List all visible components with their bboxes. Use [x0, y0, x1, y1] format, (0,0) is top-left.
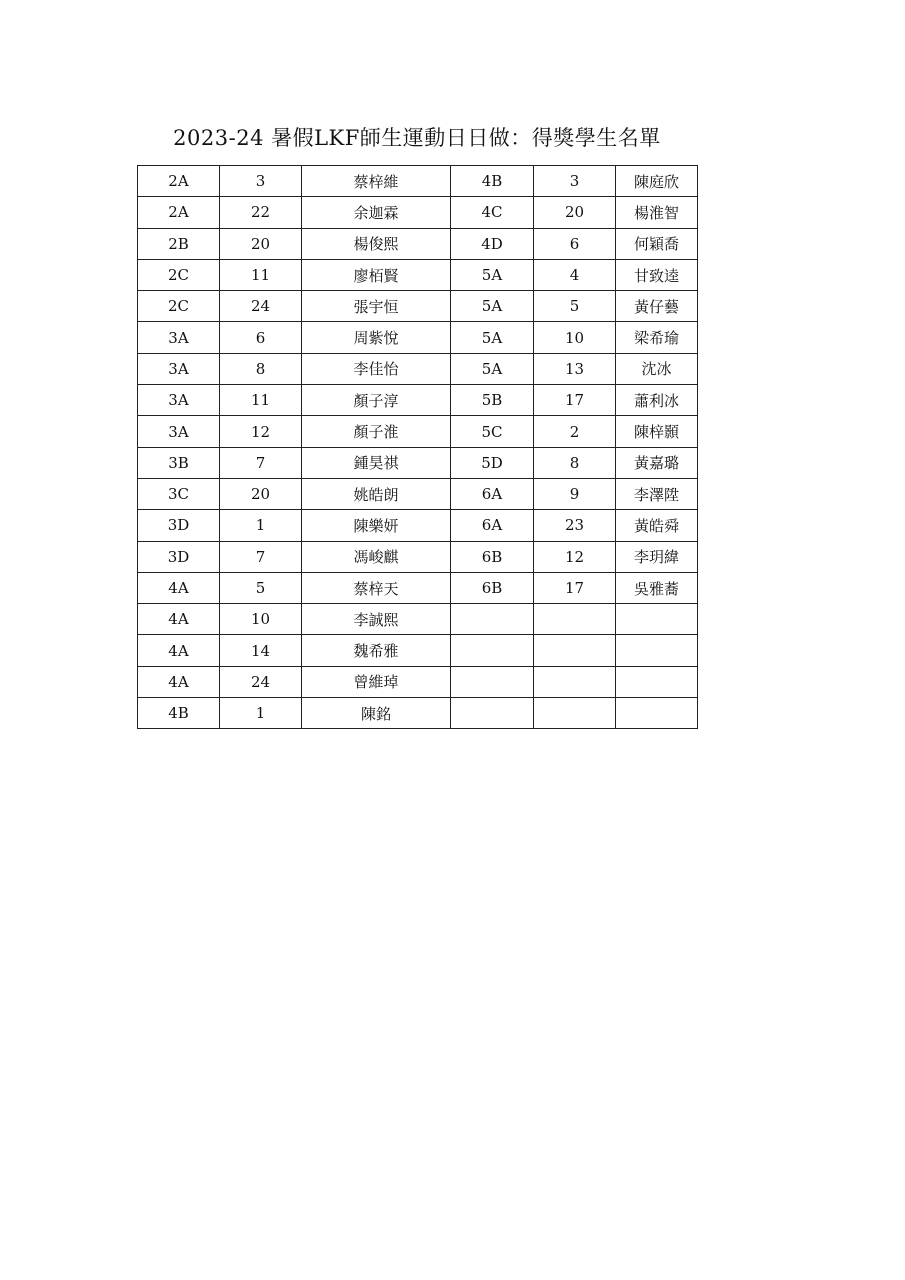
left-class-cell: 4B [138, 698, 220, 729]
left-name-cell: 周紫悅 [302, 322, 451, 353]
left-name-cell: 顏子淮 [302, 416, 451, 447]
table-row [138, 478, 698, 509]
right-number-cell: 17 [534, 572, 616, 603]
table-row [138, 166, 698, 197]
left-number-cell: 10 [220, 604, 302, 635]
left-number-cell: 24 [220, 666, 302, 697]
left-number-cell: 20 [220, 478, 302, 509]
right-class-cell: 5D [451, 447, 534, 478]
left-class-cell: 3D [138, 541, 220, 572]
right-class-cell: 5A [451, 322, 534, 353]
table-row [138, 572, 698, 603]
right-number-cell: 10 [534, 322, 616, 353]
left-name-cell: 張宇恒 [302, 291, 451, 322]
table-row [138, 385, 698, 416]
left-name-cell: 余迦霖 [302, 197, 451, 228]
right-class-cell: 4D [451, 228, 534, 259]
right-name-cell: 何穎喬 [616, 228, 698, 259]
right-number-cell: 5 [534, 291, 616, 322]
left-name-cell: 廖栢賢 [302, 259, 451, 290]
left-number-cell: 11 [220, 259, 302, 290]
right-name-cell: 甘致逵 [616, 259, 698, 290]
right-number-cell [534, 666, 616, 697]
left-class-cell: 2C [138, 291, 220, 322]
right-class-cell: 4C [451, 197, 534, 228]
left-number-cell: 1 [220, 510, 302, 541]
right-name-cell [616, 604, 698, 635]
right-class-cell: 4B [451, 166, 534, 197]
left-number-cell: 11 [220, 385, 302, 416]
right-name-cell: 陳庭欣 [616, 166, 698, 197]
right-name-cell: 蕭利冰 [616, 385, 698, 416]
left-name-cell: 魏希雅 [302, 635, 451, 666]
right-name-cell [616, 635, 698, 666]
right-name-cell: 楊淮智 [616, 197, 698, 228]
left-number-cell: 3 [220, 166, 302, 197]
right-class-cell: 6B [451, 572, 534, 603]
right-class-cell [451, 698, 534, 729]
table-row [138, 291, 698, 322]
right-name-cell: 李玥緯 [616, 541, 698, 572]
left-class-cell: 2B [138, 228, 220, 259]
right-class-cell [451, 604, 534, 635]
right-number-cell: 23 [534, 510, 616, 541]
left-name-cell: 李佳怡 [302, 353, 451, 384]
right-class-cell: 6A [451, 510, 534, 541]
left-class-cell: 3D [138, 510, 220, 541]
table-row [138, 510, 698, 541]
left-class-cell: 2A [138, 166, 220, 197]
left-class-cell: 3B [138, 447, 220, 478]
right-number-cell: 12 [534, 541, 616, 572]
award-winners-table [137, 165, 698, 729]
table-row [138, 698, 698, 729]
page-title: 2023-24 暑假LKF師生運動日日做：得獎學生名單 [173, 126, 661, 150]
left-number-cell: 5 [220, 572, 302, 603]
right-class-cell [451, 666, 534, 697]
right-name-cell: 黃嘉璐 [616, 447, 698, 478]
right-number-cell: 9 [534, 478, 616, 509]
left-name-cell: 馮峻麒 [302, 541, 451, 572]
right-number-cell: 8 [534, 447, 616, 478]
right-name-cell: 陳梓顥 [616, 416, 698, 447]
left-number-cell: 7 [220, 447, 302, 478]
right-name-cell: 黃仔藝 [616, 291, 698, 322]
right-number-cell [534, 604, 616, 635]
left-name-cell: 鍾昊祺 [302, 447, 451, 478]
left-class-cell: 3C [138, 478, 220, 509]
left-number-cell: 24 [220, 291, 302, 322]
table-row [138, 416, 698, 447]
left-name-cell: 顏子淳 [302, 385, 451, 416]
left-class-cell: 3A [138, 416, 220, 447]
left-class-cell: 2A [138, 197, 220, 228]
table-row [138, 635, 698, 666]
left-number-cell: 22 [220, 197, 302, 228]
left-name-cell: 陳樂妍 [302, 510, 451, 541]
table-row [138, 228, 698, 259]
right-number-cell [534, 635, 616, 666]
right-class-cell: 5A [451, 259, 534, 290]
award-rows [138, 166, 698, 729]
table-row [138, 666, 698, 697]
left-class-cell: 2C [138, 259, 220, 290]
table-row [138, 604, 698, 635]
left-class-cell: 4A [138, 604, 220, 635]
table-row [138, 197, 698, 228]
right-number-cell: 20 [534, 197, 616, 228]
left-name-cell: 蔡梓天 [302, 572, 451, 603]
left-number-cell: 7 [220, 541, 302, 572]
table-row [138, 259, 698, 290]
left-number-cell: 8 [220, 353, 302, 384]
right-name-cell: 黃皓舜 [616, 510, 698, 541]
left-class-cell: 4A [138, 572, 220, 603]
right-number-cell: 2 [534, 416, 616, 447]
right-class-cell [451, 635, 534, 666]
right-class-cell: 5A [451, 291, 534, 322]
right-name-cell [616, 698, 698, 729]
right-number-cell: 3 [534, 166, 616, 197]
left-number-cell: 1 [220, 698, 302, 729]
left-number-cell: 20 [220, 228, 302, 259]
right-number-cell: 4 [534, 259, 616, 290]
right-number-cell: 17 [534, 385, 616, 416]
right-name-cell [616, 666, 698, 697]
right-name-cell: 沈冰 [616, 353, 698, 384]
left-name-cell: 蔡梓維 [302, 166, 451, 197]
left-name-cell: 楊俊熙 [302, 228, 451, 259]
left-name-cell: 陳銘 [302, 698, 451, 729]
right-number-cell [534, 698, 616, 729]
table-row [138, 322, 698, 353]
right-number-cell: 6 [534, 228, 616, 259]
left-class-cell: 3A [138, 322, 220, 353]
table-row [138, 447, 698, 478]
left-number-cell: 14 [220, 635, 302, 666]
left-class-cell: 4A [138, 666, 220, 697]
right-class-cell: 5C [451, 416, 534, 447]
right-class-cell: 6A [451, 478, 534, 509]
right-number-cell: 13 [534, 353, 616, 384]
left-class-cell: 3A [138, 353, 220, 384]
left-name-cell: 曾維琸 [302, 666, 451, 697]
left-number-cell: 6 [220, 322, 302, 353]
right-class-cell: 6B [451, 541, 534, 572]
right-class-cell: 5B [451, 385, 534, 416]
table-row [138, 353, 698, 384]
left-number-cell: 12 [220, 416, 302, 447]
left-class-cell: 3A [138, 385, 220, 416]
left-name-cell: 姚皓朗 [302, 478, 451, 509]
table-row [138, 541, 698, 572]
right-name-cell: 梁希瑜 [616, 322, 698, 353]
left-class-cell: 4A [138, 635, 220, 666]
right-name-cell: 李澤陞 [616, 478, 698, 509]
right-name-cell: 吳雅蕎 [616, 572, 698, 603]
left-name-cell: 李誠熙 [302, 604, 451, 635]
right-class-cell: 5A [451, 353, 534, 384]
